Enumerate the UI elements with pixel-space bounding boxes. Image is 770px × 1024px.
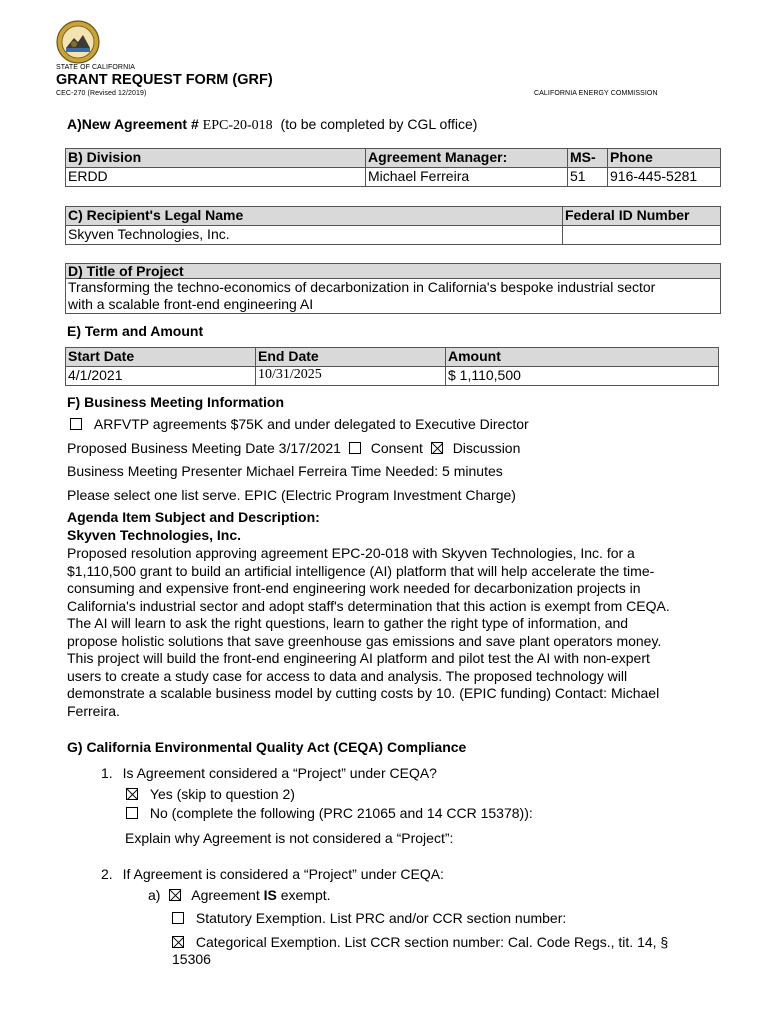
q1-explain: Explain why Agreement is not considered a “Project”: [125, 830, 454, 846]
california-seal-logo [56, 20, 100, 64]
recipient-table [65, 206, 721, 245]
start-date-value: 4/1/2021 [66, 367, 256, 386]
recipient-name-header: C) Recipient's Legal Name [66, 207, 563, 226]
q2a-label: a) [148, 887, 161, 903]
statutory-checkbox[interactable] [172, 912, 184, 924]
state-label: STATE OF CALIFORNIA [56, 64, 136, 71]
presenter-line: Business Meeting Presenter Michael Ferreira Time Needed: 5 minutes [67, 463, 503, 479]
arfvtp-row [70, 416, 529, 432]
phone-header: Phone [608, 149, 721, 168]
question-1 [101, 765, 437, 781]
categorical-label: Categorical Exemption. List CCR section number: Cal. Code Regs., tit. 14, § [195, 934, 669, 950]
q1-no-row [126, 805, 533, 821]
meeting-date-label: Proposed Business Meeting Date 3/17/2021 [67, 440, 341, 456]
start-date-header: Start Date [66, 348, 256, 367]
question-2-text: If Agreement is considered a “Project” under CEQA: [122, 866, 444, 882]
end-date-header: End Date [256, 348, 446, 367]
ceqa-heading: G) California Environmental Quality Act (CEQA) Compliance [67, 739, 467, 755]
agenda-company: Skyven Technologies, Inc. [67, 527, 242, 543]
federal-id-header: Federal ID Number [563, 207, 721, 226]
manager-value: Michael Ferreira [366, 168, 568, 187]
new-agreement-label: New Agreement # [81, 116, 199, 132]
q1-yes-checkbox[interactable] [126, 788, 138, 800]
end-date-value: 10/31/2025 [256, 367, 446, 386]
q2a-exempt-checkbox[interactable] [169, 889, 181, 901]
project-title-table [65, 263, 721, 314]
q2a-text-post: exempt. [280, 887, 331, 903]
recipient-name-value: Skyven Technologies, Inc. [66, 226, 563, 245]
discussion-label: Discussion [452, 440, 521, 456]
categorical-checkbox[interactable] [172, 936, 184, 948]
description-line: Proposed resolution approving agreement EPC-20-018 with Skyven Technologies, Inc. for a [67, 545, 635, 561]
arfvtp-label: ARFVTP agreements $75K and under delegated to Executive Director [93, 416, 529, 432]
q1-yes-row [126, 786, 295, 802]
agency-name: CALIFORNIA ENERGY COMMISSION [534, 90, 658, 97]
division-table [65, 148, 721, 187]
project-title-line-2: with a scalable front-end engineering AI [68, 296, 314, 312]
form-title: GRANT REQUEST FORM (GRF) [56, 72, 273, 88]
division-value: ERDD [66, 168, 366, 187]
consent-checkbox[interactable] [349, 442, 361, 454]
q2a-is: IS [263, 887, 277, 903]
term-table [65, 347, 719, 386]
question-1-number: 1. [101, 765, 113, 781]
project-title-line-1: Transforming the techno-economics of decarbonization in California's bespoke industrial sector [68, 279, 656, 295]
q2a-text-pre: Agreement [191, 887, 260, 903]
federal-id-value [563, 226, 721, 245]
q1-no-label: No (complete the following (PRC 21065 and 14 CCR 15378)): [149, 805, 533, 821]
ms-header: MS- [568, 149, 608, 168]
division-header: B) Division [66, 149, 366, 168]
description-line: California's industrial sector and adopt staff's determination that this action is exempt from CEQA. [67, 597, 670, 614]
term-amount-heading: E) Term and Amount [67, 323, 204, 339]
statutory-row [172, 910, 566, 926]
meeting-date-row [67, 440, 520, 456]
amount-header: Amount [446, 348, 719, 367]
question-2 [101, 866, 444, 882]
description-line: propose holistic solutions that save greenhouse gas emissions and save plant operators money. [67, 632, 662, 649]
question-1-text: Is Agreement considered a “Project” under CEQA? [122, 765, 437, 781]
categorical-row [172, 934, 668, 950]
business-meeting-heading: F) Business Meeting Information [67, 394, 285, 410]
description-line: Ferreira. [67, 702, 120, 719]
question-2-number: 2. [101, 866, 113, 882]
description-line: $1,110,500 grant to build an artificial intelligence (AI) platform that will help accelerate the time- [67, 562, 655, 579]
description-line: demonstrate a scalable business model by cutting costs by 10. (EPIC funding) Contact: Michael [67, 685, 660, 701]
statutory-label: Statutory Exemption. List PRC and/or CCR section number: [195, 910, 567, 926]
q1-no-checkbox[interactable] [126, 807, 138, 819]
categorical-section-number: 15306 [172, 951, 211, 967]
section-a [67, 116, 477, 134]
description-line: This project will build the front-end engineering AI platform and pilot test the AI with non-expert [67, 650, 650, 666]
project-title-value [66, 279, 721, 314]
agenda-heading: Agenda Item Subject and Description: [67, 509, 320, 525]
list-serve-line: Please select one list serve. EPIC (Electric Program Investment Charge) [67, 487, 516, 503]
arfvtp-checkbox[interactable] [70, 418, 82, 430]
q1-yes-label: Yes (skip to question 2) [149, 786, 295, 802]
manager-header: Agreement Manager: [366, 149, 568, 168]
ms-value: 51 [568, 168, 608, 187]
description-line: consuming and expensive front-end engineering work needed for decarbonization projects in [67, 580, 641, 596]
description-line: users to create a study case for access to data and analysis. The proposed technology will [67, 667, 628, 684]
form-code: CEC-270 (Revised 12/2019) [56, 90, 147, 97]
project-title-header: D) Title of Project [66, 264, 721, 279]
amount-value: $ 1,110,500 [446, 367, 719, 386]
agreement-number: EPC-20-018 [202, 118, 273, 133]
phone-value: 916-445-5281 [608, 168, 721, 187]
agenda-description [67, 545, 727, 720]
section-a-label: A) [67, 116, 82, 132]
q2a-row [148, 887, 331, 903]
discussion-checkbox[interactable] [431, 442, 443, 454]
cgl-note: (to be completed by CGL office) [280, 116, 478, 132]
description-line: The AI will learn to ask the right questions, learn to gather the right type of information, and [67, 615, 629, 631]
consent-label: Consent [370, 440, 423, 456]
